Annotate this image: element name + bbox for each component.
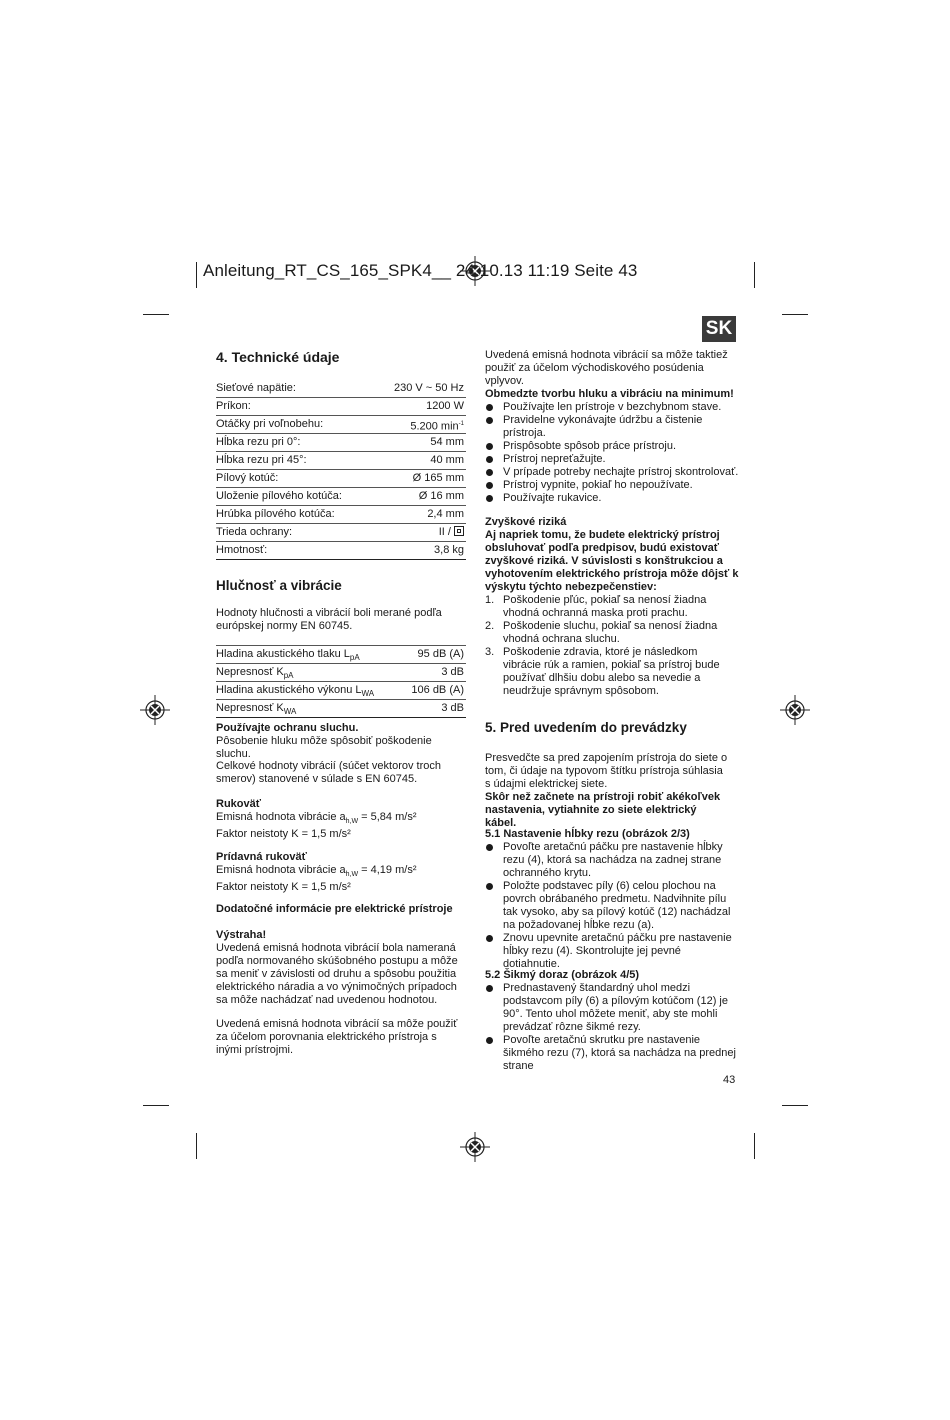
warning-title: Výstraha! xyxy=(216,929,267,941)
handle-line2: Faktor neistoty K = 1,5 m/s² xyxy=(216,828,351,841)
aux-handle-line1: Emisná hodnota vibrácie $a_{h,W} = 4,19$ m/s² xyxy=(216,864,417,879)
crop-mark xyxy=(143,1105,169,1106)
row-key: Nepresnosť $K_{WA}$ xyxy=(216,702,297,717)
table-row xyxy=(216,700,466,718)
language-badge: SK xyxy=(702,316,736,342)
crop-mark xyxy=(782,1105,808,1106)
warning-block xyxy=(216,929,464,1007)
compare-text: Uvedená emisná hodnota vibrácií sa môže použiť za účelom porovnania elektrického prístroja s inými prístrojmi. xyxy=(216,1018,458,1056)
registration-mark-icon xyxy=(460,1132,490,1162)
list-item: 1. Poškodenie pľúc, pokiaľ sa nenosí žiadna vhodná ochranná maska proti prachu. xyxy=(485,594,707,619)
section-4-title: 4. Technické údaje xyxy=(216,349,340,365)
row-key: Otáčky pri voľnobehu: xyxy=(216,418,324,430)
list-item: Používajte rukavice. xyxy=(485,492,739,505)
list-item: 3. Poškodenie zdravia, ktoré je následkom vibrácie rúk a ramien, pokiaľ sa prístroj bude používať dlhšiu dobu alebo sa nevedie a neudržuje správnym spôsobom. xyxy=(485,646,720,697)
table-row xyxy=(216,488,466,506)
s52-title: 5.2 Šikmý doraz (obrázok 4/5) xyxy=(485,969,640,981)
noise-title: Hlučnosť a vibrácie xyxy=(216,578,342,593)
row-key: Pílový kotúč: xyxy=(216,472,279,484)
s51-block xyxy=(485,828,739,971)
row-value: 95 dB (A) xyxy=(417,648,464,660)
row-value: 2,4 mm xyxy=(427,508,464,520)
row-value: Ø 16 mm xyxy=(418,490,464,502)
s51-list xyxy=(485,841,739,971)
row-key: Hĺbka rezu pri 0°: xyxy=(216,436,301,448)
row-key: Príkon: xyxy=(216,400,251,412)
list-item: Používajte len prístroje v bezchybnom stave. xyxy=(485,401,739,414)
row-value: 54 mm xyxy=(430,436,464,448)
table-row xyxy=(216,452,466,470)
aux-handle-title: Prídavná rukoväť xyxy=(216,851,307,863)
s5-bold: Skôr než začnete na prístroji robiť akékoľvek nastavenia, vytiahnite zo siete elektrický kábel. xyxy=(485,791,721,829)
handle-line1: Emisná hodnota vibrácie $a_{h,W} = 5,84$ m/s² xyxy=(216,811,417,826)
list-item: Prístroj vypnite, pokiaľ ho nepoužívate. xyxy=(485,479,739,492)
list-item: Povoľte aretačnú páčku pre nastavenie hĺbky rezu (4), ktorá sa nachádza na zadnej strane ochranného krytu. xyxy=(485,841,725,880)
row-key: Hladina akustického výkonu $L_{WA}$ xyxy=(216,684,375,699)
protection-class-icon xyxy=(454,526,464,536)
registration-mark-icon xyxy=(140,695,170,725)
intro-text: Uvedená emisná hodnota vibrácií sa môže taktiež použiť za účelom východiskového posúdenia vplyvov. xyxy=(485,349,728,387)
risk-bold: Aj napriek tomu, že budete elektrický prístroj obsluhovať podľa predpisov, budú existovať zvyškové riziká. V súvislosti s konštrukciou a vyhotovením elektrického prístroja môže dôjsť k výskytu týchto nebezpečenstiev: xyxy=(485,529,739,593)
table-row xyxy=(216,398,466,416)
extra-info-title: Dodatočné informácie pre elektrické prístroje xyxy=(216,903,453,915)
table-row xyxy=(216,470,466,488)
hearing-block xyxy=(216,722,468,761)
crop-mark xyxy=(196,1133,197,1159)
table-row xyxy=(216,506,466,524)
limit-title: Obmedzte tvorbu hluku a vibráciu na minimum! xyxy=(485,388,734,400)
row-value: 3,8 kg xyxy=(434,544,464,556)
risk-list xyxy=(485,594,739,698)
row-value: 40 mm xyxy=(430,454,464,466)
print-header: Anleitung_RT_CS_165_SPK4__ 24.10.13 11:19 Seite 43 xyxy=(203,261,638,280)
handle-block xyxy=(216,798,468,841)
list-item: Povoľte aretačnú skrutku pre nastavenie šikmého rezu (7), ktorá sa nachádza na prednej strane xyxy=(485,1034,741,1073)
noise-table xyxy=(216,645,466,718)
table-row xyxy=(216,524,466,542)
list-item: V prípade potreby nechajte prístroj skontrolovať. xyxy=(485,466,739,479)
list-item: Prednastavený štandardný uhol medzi podstavcom píly (6) a pílovým kotúčom (12) je 90°. Tento uhol môžete meniť, aby ste mohli prevádzať rôzne šikmé rezy. xyxy=(485,982,731,1034)
table-row xyxy=(216,434,466,452)
row-key: Uloženie pílového kotúča: xyxy=(216,490,342,502)
crop-mark xyxy=(143,314,169,315)
risk-title: Zvyškové riziká xyxy=(485,516,567,528)
list-item: Prístroj nepreťažujte. xyxy=(485,453,739,466)
s52-block xyxy=(485,969,739,1073)
s5-text: Presvedčte sa pred zapojením prístroja do siete o tom, či údaje na typovom štítku prístroja súhlasia s údajmi elektrickej siete. xyxy=(485,752,728,790)
table-row xyxy=(216,416,466,434)
list-item: Prispôsobte spôsob práce prístroju. xyxy=(485,440,739,453)
handle-title: Rukoväť xyxy=(216,798,262,810)
aux-handle-line2: Faktor neistoty K = 1,5 m/s² xyxy=(216,881,351,894)
tech-table xyxy=(216,380,466,560)
aux-handle-block xyxy=(216,851,468,894)
s5-block xyxy=(485,752,730,830)
table-row xyxy=(216,380,466,398)
hearing-text: Pôsobenie hluku môže spôsobiť poškodenie sluchu. xyxy=(216,735,432,760)
row-value: Ø 165 mm xyxy=(412,472,464,484)
risk-block xyxy=(485,516,739,698)
hearing-bold: Používajte ochranu sluchu. xyxy=(216,722,359,734)
row-key: Trieda ochrany: xyxy=(216,526,293,538)
limit-block xyxy=(485,388,739,505)
limit-list xyxy=(485,401,739,505)
row-key: Hrúbka pílového kotúča: xyxy=(216,508,335,520)
vibration-total: Celkové hodnoty vibrácií (súčet vektorov troch smerov) stanovené v súlade s EN 60745. xyxy=(216,760,441,785)
table-row xyxy=(216,542,466,560)
crop-mark xyxy=(196,262,197,288)
section-5-title: 5. Pred uvedením do prevádzky xyxy=(485,720,687,735)
row-value: 106 dB (A) xyxy=(411,684,464,696)
table-row xyxy=(216,646,466,664)
row-value: 3 dB xyxy=(441,702,464,714)
table-row xyxy=(216,682,466,700)
row-key: Hĺbka rezu pri 45°: xyxy=(216,454,307,466)
noise-intro: Hodnoty hlučnosti a vibrácií boli merané podľa európskej normy EN 60745. xyxy=(216,607,442,632)
row-value: 3 dB xyxy=(441,666,464,678)
s52-list xyxy=(485,982,739,1073)
list-item: Znovu upevnite aretačnú páčku pre nastavenie hĺbky rezu (4). Skontrolujte jej pevné dotiahnutie. xyxy=(485,932,739,971)
crop-mark xyxy=(782,314,808,315)
row-value: 230 V ~ 50 Hz xyxy=(393,382,464,394)
registration-mark-icon xyxy=(780,695,810,725)
row-value: II / xyxy=(439,524,464,540)
page-number: 43 xyxy=(723,1074,736,1086)
row-key: Hladina akustického tlaku $L_{pA}$ xyxy=(216,648,360,663)
list-item: Pravidelne vykonávajte údržbu a čistenie prístroja. xyxy=(485,414,713,440)
table-row xyxy=(216,664,466,682)
crop-mark xyxy=(754,262,755,288)
warning-text: Uvedená emisná hodnota vibrácií bola nameraná podľa normovaného skúšobného postupu a môže sa meniť v závislosti od druhu a spôsobu použitia elektrického náradia a vo výnimočných prípadoch sa môže nachádzať nad uvedenou hodnotou. xyxy=(216,942,458,1006)
row-key: Nepresnosť $K_{pA}$ xyxy=(216,666,294,681)
list-item: 2. Poškodenie sluchu, pokiaľ sa nenosí žiadna vhodná ochrana sluchu. xyxy=(485,620,718,645)
row-value: 5.200 $\min^{-1}$ xyxy=(410,420,464,433)
list-item: Položte podstavec píly (6) celou plochou na povrch obrábaného predmetu. Nadvihnite pílu tak vysoko, aby sa pílový kotúč (12) nachádzal na požadovanej hĺbke rezu (a). xyxy=(485,880,739,932)
row-key: Sieťové napätie: xyxy=(216,382,296,394)
s51-title: 5.1 Nastavenie hĺbky rezu (obrázok 2/3) xyxy=(485,828,690,840)
row-value: 1200 W xyxy=(426,400,464,412)
row-key: Hmotnosť: xyxy=(216,544,268,556)
crop-mark xyxy=(754,1133,755,1159)
